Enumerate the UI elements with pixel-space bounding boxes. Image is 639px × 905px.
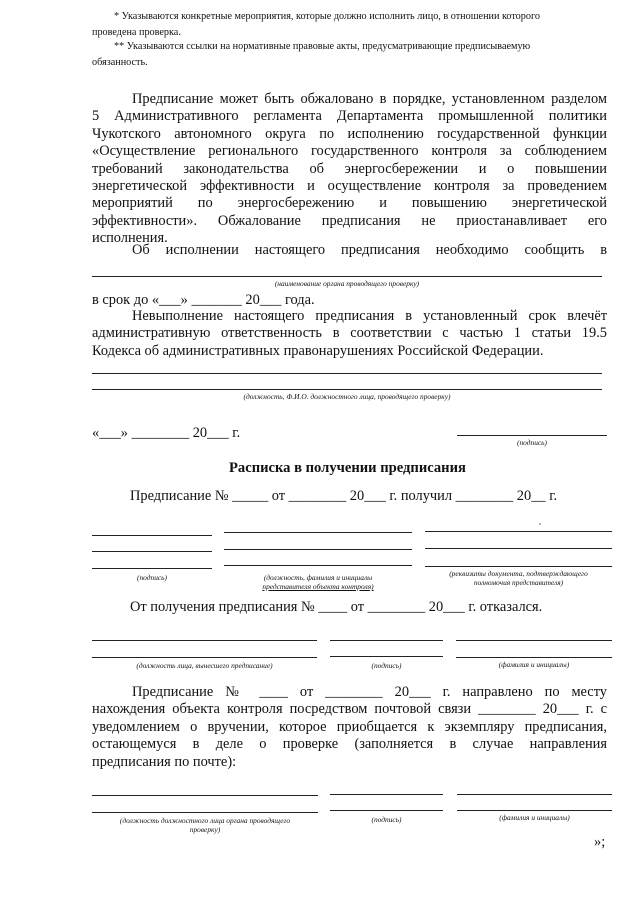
appeal-paragraph [92, 91, 607, 248]
refusal-name-line-2[interactable] [456, 657, 612, 658]
official-caption: (должность, Ф.И.О. должностного лица, проводящего проверку) [243, 392, 451, 401]
closing-quote: »; [594, 834, 606, 850]
appeal-line: 5 Административного регламента Департамента промышленной политики [92, 108, 607, 125]
receipt-rep-line-1[interactable] [224, 532, 412, 533]
receipt-rep-line-2[interactable] [224, 549, 412, 550]
receipt-rep-caption-2: представителя объекта контроля) [262, 582, 374, 591]
org-blank-line[interactable] [92, 276, 602, 277]
deadline-line: в срок до «___» _______ 20___ года. [92, 292, 315, 308]
receipt-sign-line-3[interactable] [92, 568, 212, 569]
mail-line: нахождения объекта контроля посредством почтовой связи ________ 20___ г. с [92, 701, 607, 718]
liability-paragraph [92, 308, 607, 360]
mail-pos-caption-2: проверку) [189, 825, 221, 834]
mail-pos-caption-1: (должность должностного лица органа проводящего [119, 816, 291, 825]
appeal-line-last: исполнения. [92, 230, 168, 247]
mail-line: Предписание № ____ от ________ 20___ г. направлено по месту [132, 684, 607, 700]
mail-name-line-1[interactable] [457, 794, 612, 795]
receipt-rep-caption [224, 573, 412, 591]
mail-pos-caption [92, 816, 318, 834]
appeal-line: требований законодательства об энергосбережении и о повышении [92, 160, 607, 177]
mail-line-last: предписания по почте): [92, 753, 237, 770]
receipt-rep-line-3[interactable] [224, 565, 412, 566]
refusal-line: От получения предписания № ____ от ________ 20___ г. отказался. [130, 599, 543, 615]
mail-paragraph [92, 684, 607, 771]
liability-line: Кодекса об административных правонарушениях Российской Федерации. [92, 342, 544, 359]
receipt-doc-line-2[interactable] [425, 548, 612, 549]
footnote-2-line-1: ** Указываются ссылки на нормативные правовые акты, предусматривающие предписываемую [114, 41, 531, 52]
receipt-title: Расписка в получении предписания [229, 460, 466, 476]
report-text: Об исполнении настоящего предписания необходимо сообщить в [132, 242, 607, 258]
receipt-rep-caption-1: (должность, фамилия и инициалы [263, 573, 373, 582]
footnote-1-line-2: проведена проверка. [92, 27, 181, 38]
receipt-sign-caption: (подпись) [137, 573, 167, 582]
appeal-line: Чукотского автономного округа по исполнению государственной функции [92, 125, 607, 142]
refusal-pos-caption: (должность лица, вынесшего предписание) [136, 661, 273, 670]
receipt-sign-line-2[interactable] [92, 551, 212, 552]
mail-line: остающемуся в деле о проверке (заполняется в случае направления [92, 736, 607, 753]
mail-sign-line-2[interactable] [330, 810, 443, 811]
mail-pos-line-1[interactable] [92, 795, 318, 796]
refusal-sign-caption: (подпись) [371, 661, 402, 670]
mail-name-line-2[interactable] [457, 810, 612, 811]
official-blank-line-2[interactable] [92, 389, 602, 390]
receipt-line: Предписание № _____ от ________ 20___ г. получил ________ 20__ г. [130, 488, 558, 504]
footnotes [92, 10, 612, 69]
mail-name-caption: (фамилия и инициалы) [499, 813, 570, 822]
mail-pos-line-2[interactable] [92, 812, 318, 813]
scan-speck [539, 523, 541, 525]
liability-line: Невыполнение настоящего предписания в установленный срок влечёт [132, 308, 607, 324]
refusal-pos-line-2[interactable] [92, 657, 317, 658]
footnote-2-line-2: обязанность. [92, 57, 148, 68]
official-blank-line-1[interactable] [92, 373, 602, 374]
signature-blank-line[interactable] [457, 435, 607, 436]
mail-sign-line-1[interactable] [330, 794, 443, 795]
refusal-sign-line-1[interactable] [330, 640, 443, 641]
refusal-name-line-1[interactable] [456, 640, 612, 641]
receipt-doc-line-3[interactable] [425, 566, 612, 567]
appeal-line: Предписание может быть обжаловано в порядке, установленном разделом [132, 91, 607, 107]
refusal-sign-line-2[interactable] [330, 656, 443, 657]
appeal-line: «Осуществление регионального государственного контроля за соблюдением [92, 143, 607, 160]
liability-line: административную ответственность в соответствии с частью 1 статьи 19.5 [92, 325, 607, 342]
org-caption: (наименование органа проводящего проверку) [274, 279, 420, 288]
appeal-line: мероприятий по энергосбережению и повышению энергетической [92, 195, 607, 212]
receipt-doc-caption-2: полномочия представителя) [473, 578, 564, 587]
mail-sign-caption: (подпись) [371, 815, 402, 824]
receipt-sign-line-1[interactable] [92, 535, 212, 536]
appeal-line: эффективности». Обжалование предписания не приостанавливает его [92, 212, 607, 229]
date-line: «___» ________ 20___ г. [92, 425, 241, 441]
receipt-doc-caption-1: (реквизиты документа, подтверждающего [449, 569, 588, 578]
refusal-pos-line-1[interactable] [92, 640, 317, 641]
appeal-line: энергетической эффективности и осуществление контроля за проведением [92, 178, 607, 195]
footnote-1-line-1: * Указываются конкретные мероприятия, которые должно исполнить лицо, в отношении которого [114, 11, 540, 22]
receipt-doc-line-1[interactable] [425, 531, 612, 532]
refusal-name-caption: (фамилия и инициалы) [498, 660, 570, 669]
mail-line: уведомлением о вручении, которое приобщается к экземпляру предписания, [92, 718, 607, 735]
signature-caption: (подпись) [517, 438, 547, 447]
receipt-doc-caption [425, 569, 612, 587]
